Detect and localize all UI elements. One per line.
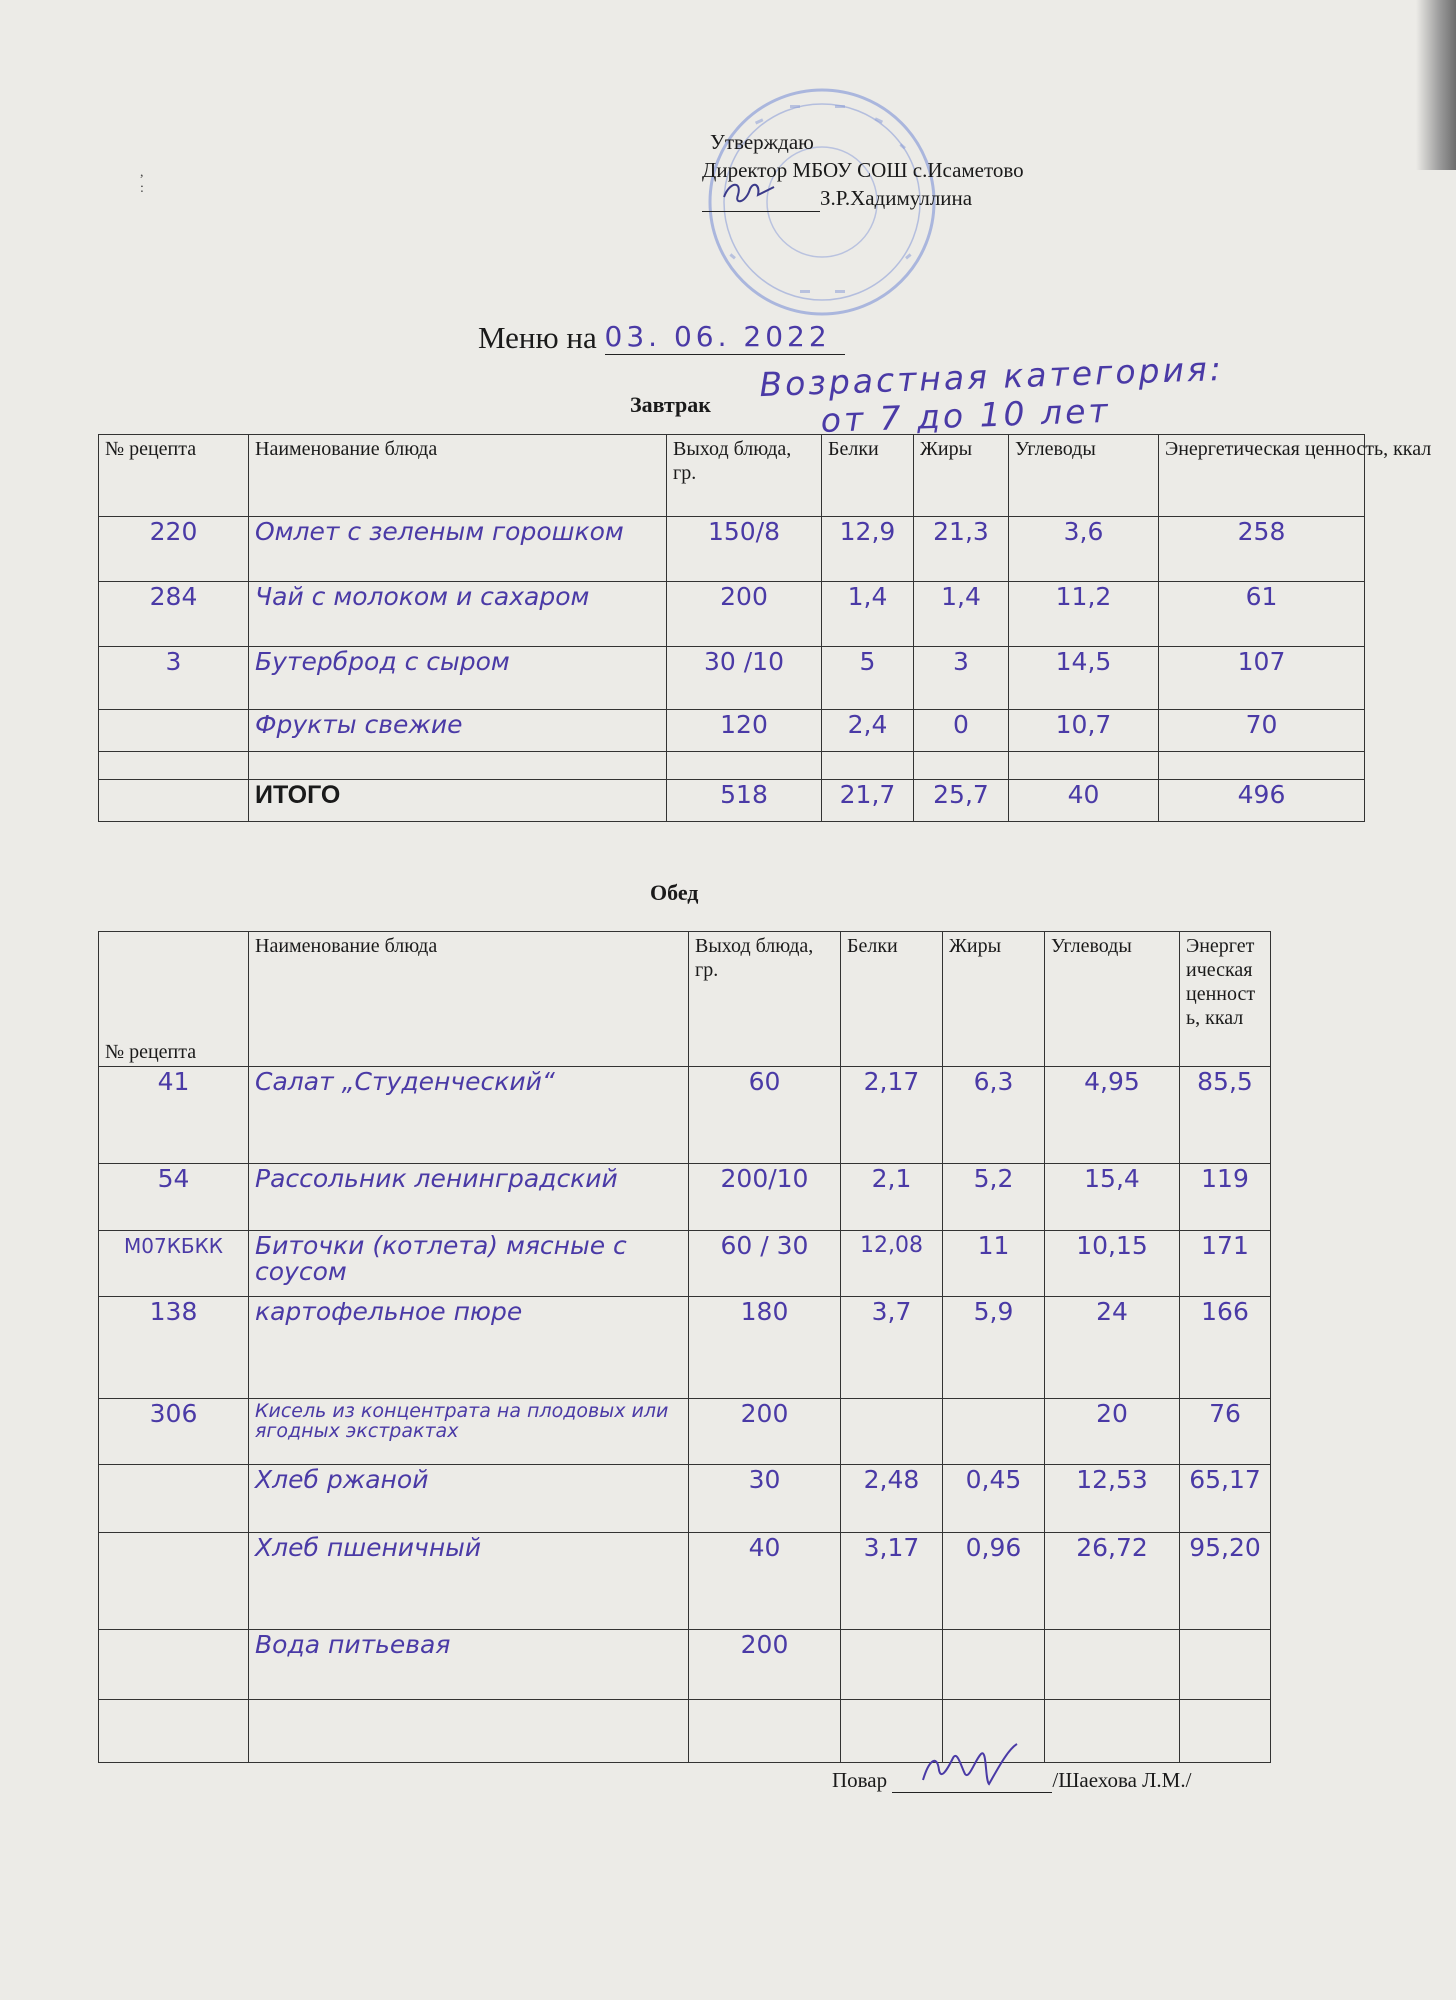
protein: 3,17	[841, 1533, 943, 1630]
energy: 95,20	[1180, 1533, 1271, 1630]
header-dish-name: Наименование блюда	[249, 932, 689, 1067]
fat	[943, 1399, 1045, 1465]
recipe-no	[99, 710, 249, 752]
cook-label: Повар	[832, 1768, 888, 1792]
total-recipe-no	[99, 780, 249, 822]
header-protein: Белки	[841, 932, 943, 1067]
director-title: Директор МБОУ СОШ с.Исаметово	[702, 158, 1024, 182]
header-carbs: Углеводы	[1009, 435, 1159, 517]
dish-name: Вода питьевая	[249, 1630, 689, 1700]
carbs	[1045, 1630, 1180, 1700]
carbs: 3,6	[1009, 517, 1159, 582]
empty-cell	[1045, 1700, 1180, 1763]
energy: 61	[1159, 582, 1365, 647]
carbs: 14,5	[1009, 647, 1159, 710]
total-fat: 25,7	[914, 780, 1009, 822]
cook-name: /Шаехова Л.М./	[1052, 1768, 1192, 1792]
header-portion: Выход блюда, гр.	[667, 435, 822, 517]
table-row	[99, 1399, 1271, 1465]
portion: 40	[689, 1533, 841, 1630]
energy	[1180, 1630, 1271, 1700]
breakfast-header-row	[99, 435, 1365, 517]
director-name: З.Р.Хадимуллина	[820, 186, 973, 210]
recipe-no: 284	[99, 582, 249, 647]
fat: 3	[914, 647, 1009, 710]
table-row	[99, 1465, 1271, 1533]
carbs: 26,72	[1045, 1533, 1180, 1630]
carbs: 4,95	[1045, 1067, 1180, 1164]
header-protein: Белки	[822, 435, 914, 517]
table-row	[99, 1231, 1271, 1297]
lunch-table	[98, 931, 1271, 1763]
protein: 2,17	[841, 1067, 943, 1164]
empty-cell	[249, 752, 667, 780]
approval-block	[702, 128, 1024, 212]
energy: 258	[1159, 517, 1365, 582]
header-recipe-no: № рецепта	[99, 435, 249, 517]
table-row	[99, 1067, 1271, 1164]
menu-title-prefix: Меню на	[478, 320, 597, 355]
table-row	[99, 1297, 1271, 1399]
table-row	[99, 647, 1365, 710]
fat: 11	[943, 1231, 1045, 1297]
recipe-no: 220	[99, 517, 249, 582]
carbs: 11,2	[1009, 582, 1159, 647]
table-row	[99, 710, 1365, 752]
protein: 12,08	[841, 1231, 943, 1297]
carbs: 20	[1045, 1399, 1180, 1465]
table-row	[99, 1533, 1271, 1630]
protein: 2,4	[822, 710, 914, 752]
recipe-no	[99, 1465, 249, 1533]
dish-name: Кисель из концентрата на плодовых или ягодных экстрактах	[249, 1399, 689, 1465]
recipe-no: 3	[99, 647, 249, 710]
energy: 76	[1180, 1399, 1271, 1465]
total-label: ИТОГО	[249, 780, 667, 822]
header-recipe-no: № рецепта	[99, 932, 249, 1067]
portion: 180	[689, 1297, 841, 1399]
portion: 200	[689, 1399, 841, 1465]
dish-name: картофельное пюре	[249, 1297, 689, 1399]
recipe-no: 41	[99, 1067, 249, 1164]
fat: 0	[914, 710, 1009, 752]
carbs: 10,15	[1045, 1231, 1180, 1297]
dish-name: Хлеб ржаной	[249, 1465, 689, 1533]
fat	[943, 1630, 1045, 1700]
header-carbs: Углеводы	[1045, 932, 1180, 1067]
header-dish-name: Наименование блюда	[249, 435, 667, 517]
age-category	[759, 350, 1226, 442]
empty-cell	[1159, 752, 1365, 780]
empty-cell	[1180, 1700, 1271, 1763]
scan-specks: , :	[140, 165, 144, 196]
header-energy: Энергетическая ценность, ккал	[1180, 932, 1271, 1067]
total-carbs: 40	[1009, 780, 1159, 822]
cook-signature-block	[832, 1768, 1191, 1793]
header-fat: Жиры	[943, 932, 1045, 1067]
carbs: 10,7	[1009, 710, 1159, 752]
recipe-no: 54	[99, 1164, 249, 1231]
portion: 200	[667, 582, 822, 647]
protein: 2,1	[841, 1164, 943, 1231]
empty-cell	[689, 1700, 841, 1763]
energy: 119	[1180, 1164, 1271, 1231]
table-row	[99, 752, 1365, 780]
cook-signature	[917, 1740, 1027, 1790]
empty-cell	[1009, 752, 1159, 780]
dish-name: Чай с молоком и сахаром	[249, 582, 667, 647]
approve-word: Утверждаю	[710, 130, 814, 154]
lunch-label: Обед	[650, 880, 699, 905]
protein: 2,48	[841, 1465, 943, 1533]
carbs: 12,53	[1045, 1465, 1180, 1533]
portion: 60	[689, 1067, 841, 1164]
portion: 150/8	[667, 517, 822, 582]
recipe-no	[99, 1630, 249, 1700]
menu-title	[478, 320, 845, 357]
protein: 3,7	[841, 1297, 943, 1399]
table-row	[99, 1700, 1271, 1763]
header-energy: Энергетическая ценность, ккал	[1159, 435, 1365, 517]
fat: 5,2	[943, 1164, 1045, 1231]
recipe-no: 138	[99, 1297, 249, 1399]
empty-cell	[99, 752, 249, 780]
portion: 200/10	[689, 1164, 841, 1231]
recipe-no: М07КБКК	[99, 1231, 249, 1297]
director-signature-line	[702, 191, 820, 212]
protein: 5	[822, 647, 914, 710]
fat: 0,45	[943, 1465, 1045, 1533]
cook-signature-line	[892, 1772, 1052, 1793]
empty-cell	[822, 752, 914, 780]
header-portion: Выход блюда, гр.	[689, 932, 841, 1067]
director-signature-row	[702, 184, 1024, 212]
total-energy: 496	[1159, 780, 1365, 822]
portion: 120	[667, 710, 822, 752]
protein	[841, 1630, 943, 1700]
energy: 166	[1180, 1297, 1271, 1399]
protein	[841, 1399, 943, 1465]
table-row	[99, 1630, 1271, 1700]
energy: 171	[1180, 1231, 1271, 1297]
carbs: 24	[1045, 1297, 1180, 1399]
fat: 5,9	[943, 1297, 1045, 1399]
dish-name: Рассольник ленинградский	[249, 1164, 689, 1231]
menu-date-field	[605, 318, 845, 355]
header-fat: Жиры	[914, 435, 1009, 517]
breakfast-label: Завтрак	[630, 392, 711, 417]
recipe-no	[99, 1533, 249, 1630]
menu-date: 03. 06. 2022	[604, 320, 831, 353]
table-row	[99, 1164, 1271, 1231]
energy: 65,17	[1180, 1465, 1271, 1533]
fat: 21,3	[914, 517, 1009, 582]
director-signature	[720, 179, 780, 209]
portion: 60 / 30	[689, 1231, 841, 1297]
dish-name: Фрукты свежие	[249, 710, 667, 752]
total-portion: 518	[667, 780, 822, 822]
breakfast-table	[98, 434, 1432, 822]
table-row	[99, 517, 1365, 582]
dish-name: Бутерброд с сыром	[249, 647, 667, 710]
carbs: 15,4	[1045, 1164, 1180, 1231]
fat: 1,4	[914, 582, 1009, 647]
energy: 107	[1159, 647, 1365, 710]
portion: 30 /10	[667, 647, 822, 710]
protein: 12,9	[822, 517, 914, 582]
empty-cell	[249, 1700, 689, 1763]
scan-edge-shadow	[1416, 0, 1456, 170]
portion: 30	[689, 1465, 841, 1533]
breakfast-total-row	[99, 780, 1365, 822]
lunch-header-row	[99, 932, 1271, 1067]
portion: 200	[689, 1630, 841, 1700]
fat: 6,3	[943, 1067, 1045, 1164]
dish-name: Салат „Студенческий“	[249, 1067, 689, 1164]
dish-name: Биточки (котлета) мясные с соусом	[249, 1231, 689, 1297]
age-category-line2: от 7 до 10 лет	[820, 390, 1112, 440]
total-protein: 21,7	[822, 780, 914, 822]
empty-cell	[667, 752, 822, 780]
energy: 70	[1159, 710, 1365, 752]
dish-name: Омлет с зеленым горошком	[249, 517, 667, 582]
table-row	[99, 582, 1365, 647]
energy: 85,5	[1180, 1067, 1271, 1164]
age-category-line1: Возрастная категория:	[758, 348, 1225, 405]
protein: 1,4	[822, 582, 914, 647]
empty-cell	[99, 1700, 249, 1763]
recipe-no: 306	[99, 1399, 249, 1465]
fat: 0,96	[943, 1533, 1045, 1630]
empty-cell	[914, 752, 1009, 780]
dish-name: Хлеб пшеничный	[249, 1533, 689, 1630]
